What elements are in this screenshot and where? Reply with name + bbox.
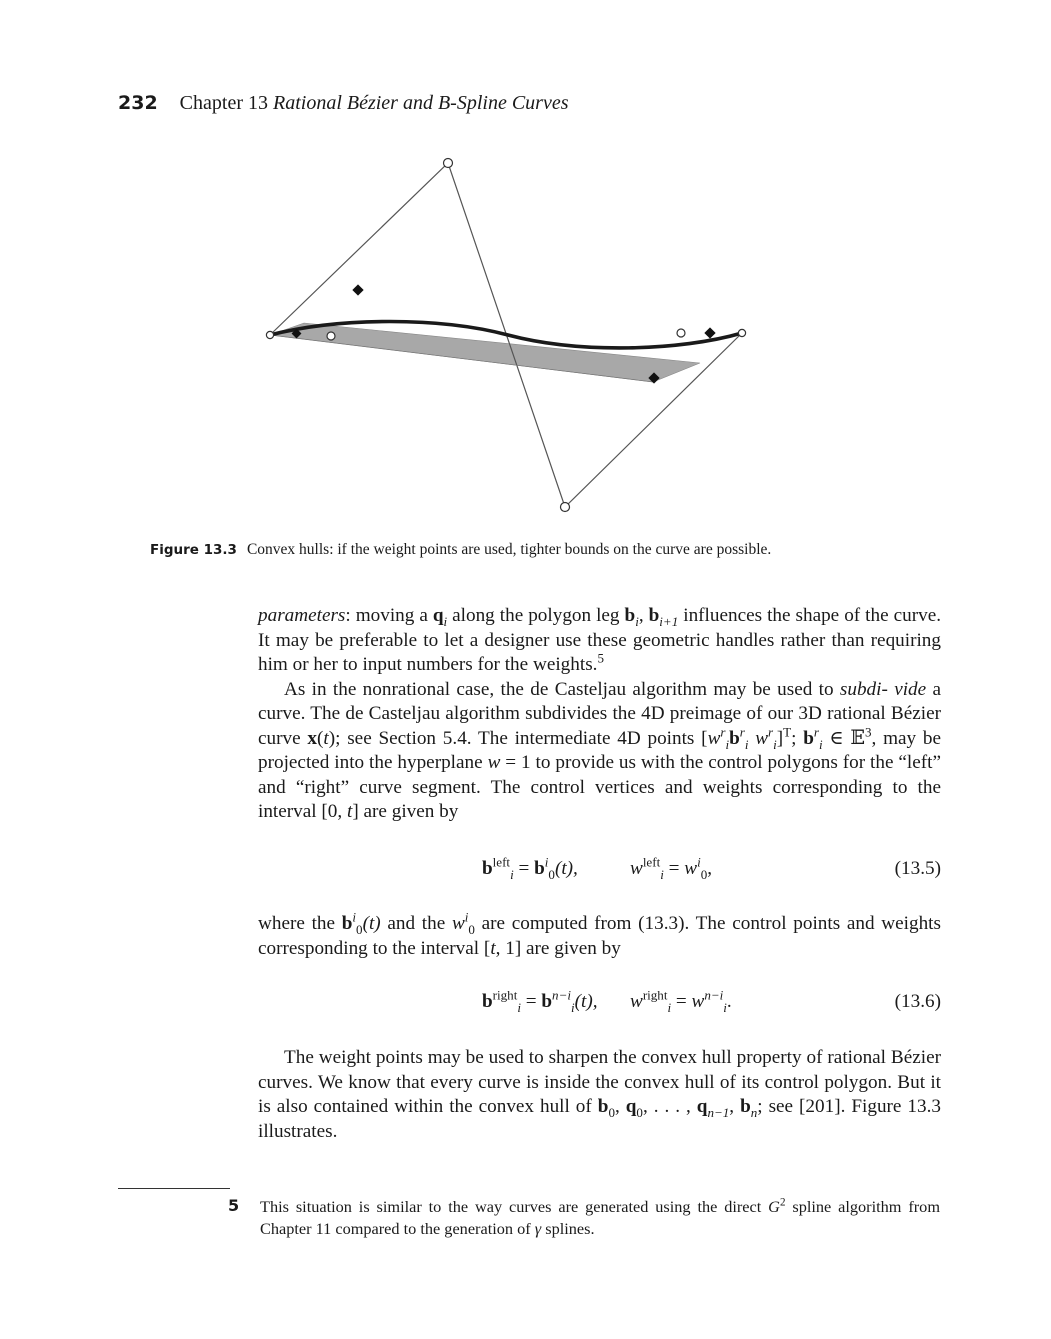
control-point	[327, 332, 335, 340]
chapter-label: Chapter 13	[179, 92, 268, 114]
control-point	[561, 503, 570, 512]
paragraph-where: where the $b^i_0(t)$ and the $w^i_0$ are computed from (13.3). The control points and weights corresponding to the interval [t, 1] are given by	[258, 909, 941, 959]
equation-number: (13.6)	[894, 991, 941, 1012]
control-point	[738, 329, 745, 336]
footnote-text: This situation is similar to the way curves are generated using the direct $G^2$ spline algorithm from Chapter 11 compared to the generation of γ splines.	[260, 1196, 940, 1238]
figure-label: Figure 13.3	[150, 542, 237, 558]
equation-13-5: $b^{left}_i = b^i_0(t)$, $w^{left}_i = w^i_0$, (13.5)	[482, 854, 941, 882]
caption-text: Convex hulls: if the weight points are used, tighter bounds on the curve are possible.	[246, 541, 772, 558]
page-number: 232	[118, 92, 158, 114]
running-header	[118, 92, 569, 115]
paragraph-subdivide: As in the nonrational case, the de Casteljau algorithm may be used to subdi- vide a curve. The de Casteljau algorithm subdivides the 4D preimage of our 3D rational Bézier curve x(t); see Section 5.4. The intermediate 4D points [$w^r_ib^r_i$ $w^r_i]^T$; $b^r_i$ ∈ 𝔼$^3$, may be projected into the hyperplane w = 1 to provide us with the control polygons for the “left” and “right” curve segment. The control vertices and weights corresponding to the interval [0, t] are given by	[258, 678, 941, 822]
figure-convex-hulls	[250, 150, 770, 522]
footnote-number: 5	[228, 1196, 240, 1215]
weight-point	[352, 284, 363, 295]
chapter-title: Rational Bézier and B-Spline Curves	[272, 92, 569, 114]
footnote-rule	[118, 1188, 230, 1189]
figure-caption	[150, 541, 950, 559]
weight-point-hull	[270, 323, 700, 382]
weight-point	[704, 327, 715, 338]
control-point	[266, 331, 273, 338]
body-paragraphs	[258, 604, 941, 825]
equation-13-6: $b^{right}_i = b^{n-i}_i(t)$, $w^{right}_i = w^{n-i}_i$. (13.6)	[482, 987, 941, 1015]
equation-number: (13.5)	[894, 858, 941, 879]
paragraph-weight-points: The weight points may be used to sharpen the convex hull property of rational Bézier curves. We know that every curve is inside the convex hull of its control polygon. But it is also contained within the convex hull of $b_0$, $q_0$, . . . , $q_{n-1}$, $b_n$; see [201]. Figure 13.3 illustrates.	[258, 1047, 941, 1142]
footnote-marker: 5	[597, 650, 604, 666]
control-point	[444, 159, 453, 168]
control-point	[677, 329, 685, 337]
paragraph-parameters: parameters: moving a $q_i$ along the polygon leg $b_i$, $b_{i+1}$ influences the shape of the curve. It may be preferable to let a designer use these geometric handles rather than requiring him or her to input numbers for the weights.$^5$	[258, 605, 942, 675]
